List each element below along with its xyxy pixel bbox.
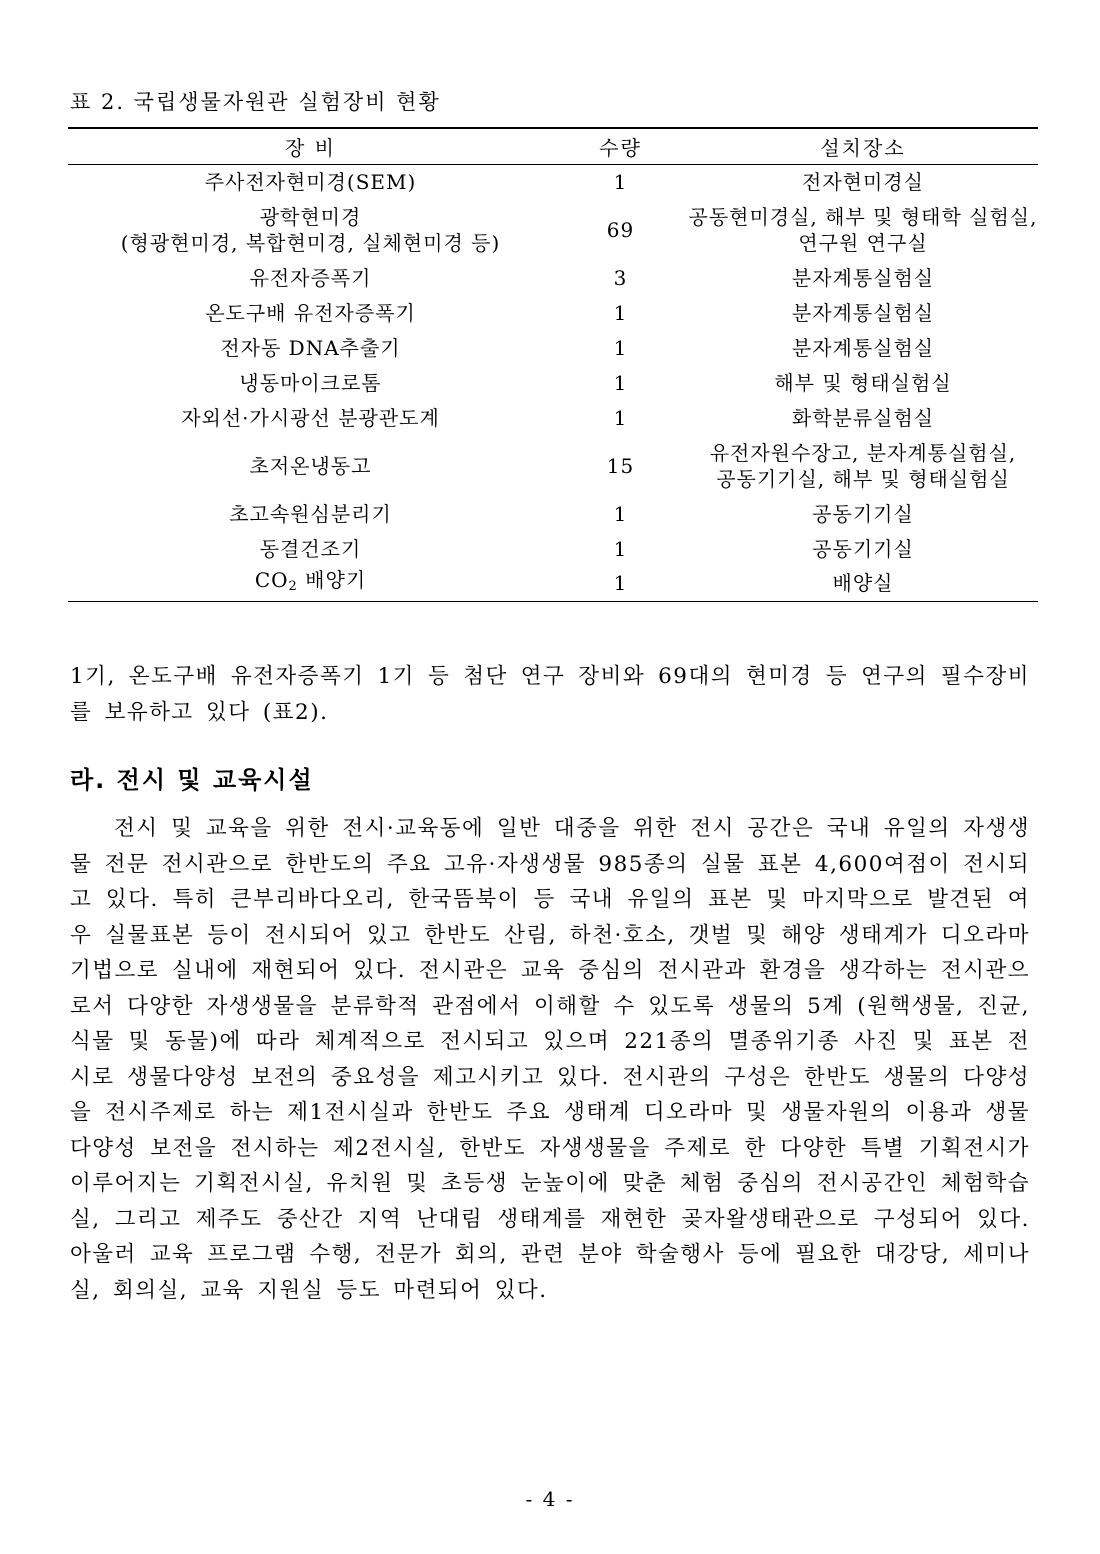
quantity-cell: 1 [613, 370, 628, 395]
location-name: 공동기기실 [812, 501, 914, 526]
equipment-name: 전자동 DNA추출기 [220, 335, 401, 360]
location-name: 공동기기실, 해부 및 형태실험실 [716, 466, 1010, 491]
location-name: 배양실 [832, 571, 894, 596]
table-row [68, 295, 1038, 330]
equipment-name: 초고속원심분리기 [229, 501, 392, 526]
subscript-2: 2 [288, 578, 298, 594]
table-row [68, 496, 1038, 531]
equipment-table [68, 127, 1038, 602]
equipment-name: 주사전자현미경(SEM) [204, 169, 417, 194]
quantity-cell: 1 [613, 335, 628, 360]
quantity-cell: 1 [613, 536, 628, 561]
table-row [68, 531, 1038, 566]
equipment-cell [68, 330, 553, 365]
location-name: 전자현미경실 [802, 169, 924, 194]
location-name: 분자계통실험실 [791, 300, 935, 325]
equipment-cell [68, 435, 553, 496]
location-name: 연구원 연구실 [798, 230, 928, 255]
equipment-cell [68, 531, 553, 566]
table-row [68, 435, 1038, 496]
location-name: 해부 및 형태실험실 [774, 370, 952, 395]
quantity-cell: 69 [606, 217, 635, 242]
quantity-cell: 15 [606, 453, 635, 478]
equipment-cell [68, 365, 553, 400]
equipment-name: 동결건조기 [259, 536, 362, 561]
section-heading: 라. 전시 및 교육시설 [70, 766, 314, 794]
equipment-cell [68, 164, 553, 199]
location-cell [688, 496, 1038, 531]
table-row [68, 566, 1038, 601]
location-name: 분자계통실험실 [791, 265, 935, 290]
body-paragraph-2: 전시 및 교육을 위한 전시·교육동에 일반 대중을 위한 전시 공간은 국내 유일의 자생생물 전문 전시관으로 한반도의 주요 고유·자생생물 985종의 실물 표본 4,600여점이 전시되고 있다. 특히 큰부리바다오리, 한국뜸북이 등 국내 유일의 표본 및 마지막으로 발견된 여우 실물표본 등이 전시되어 있고 한반도 산림, 하천·호소, 갯벌 및 해양 생태계가 디오라마 기법으로 실내에 재현되어 있다. 전시관은 교육 중심의 전시관과 환경을 생각하는 전시관으로서 다양한 자생생물을 분류학적 관점에서 이해할 수 있도록 생물의 5계 (원핵생물, 진균, 식물 및 동물)에 따라 체계적으로 전시되고 있으며 221종의 멸종위기종 사진 및 표본 전시로 생물다양성 보전의 중요성을 제고시키고 있다. 전시관의 구성은 한반도 생물의 다양성을 전시주제로 하는 제1전시실과 한반도 주요 생태계 디오라마 및 생물자원의 이용과 생물다양성 보전을 전시하는 제2전시실, 한반도 자생생물을 주제로 한 다양한 특별 기획전시가 이루어지는 기획전시실, 유치원 및 초등생 눈높이에 맞춘 체험 중심의 전시공간인 체험학습실, 그리고 제주도 중산간 지역 난대림 생태계를 재현한 곶자왈생태관으로 구성되어 있다. 아울러 교육 프로그램 수행, 전문가 회의, 관련 분야 학술행사 등에 필요한 대강당, 세미나실, 회의실, 교육 지원실 등도 마련되어 있다. [70, 816, 1030, 1303]
equipment-cell [68, 199, 553, 260]
quantity-cell: 1 [613, 169, 628, 194]
equipment-name: 초저온냉동고 [249, 453, 372, 478]
quantity-cell: 1 [613, 300, 628, 325]
location-cell [688, 566, 1038, 601]
location-cell [688, 365, 1038, 400]
table-row [68, 260, 1038, 295]
location-name: 공동기기실 [812, 536, 914, 561]
location-name: 공동현미경실, 해부 및 형태학 실험실, [688, 204, 1038, 229]
table-row [68, 330, 1038, 365]
header-location: 설치장소 [688, 128, 1038, 164]
equipment-cell [68, 566, 553, 601]
location-cell [688, 199, 1038, 260]
body-paragraph-1: 1기, 온도구배 유전자증폭기 1기 등 첨단 연구 장비와 69대의 현미경 등 연구의 필수장비를 보유하고 있다 (표2). [70, 664, 1030, 725]
table-row [68, 400, 1038, 435]
location-cell [688, 295, 1038, 330]
location-cell [688, 260, 1038, 295]
equipment-name: 온도구배 유전자증폭기 [205, 300, 416, 325]
location-cell [688, 531, 1038, 566]
equipment-name-co2: $CO_2$ 배양기 [254, 567, 367, 594]
equipment-name: 냉동마이크로톰 [239, 370, 382, 395]
quantity-cell: 1 [613, 501, 628, 526]
table-header-row [68, 128, 1038, 164]
location-cell [688, 400, 1038, 435]
page-number: - 4 - [525, 1487, 575, 1511]
quantity-cell: 1 [613, 405, 628, 430]
equipment-cell [68, 400, 553, 435]
equipment-cell [68, 295, 553, 330]
table-row [68, 199, 1038, 260]
equipment-name: 자외선·가시광선 분광관도계 [181, 405, 440, 430]
quantity-cell: 3 [613, 265, 628, 290]
equipment-name: 유전자증폭기 [249, 265, 372, 290]
table-caption: 표 2. 국립생물자원관 실험장비 현황 [70, 90, 441, 114]
header-equipment: 장 비 [68, 128, 553, 164]
location-cell [688, 435, 1038, 496]
equipment-cell [68, 260, 553, 295]
header-quantity: 수량 [553, 128, 688, 164]
equipment-cell [68, 496, 553, 531]
table-row [68, 164, 1038, 199]
equipment-note: (형광현미경, 복합현미경, 실체현미경 등) [120, 230, 501, 255]
location-cell [688, 164, 1038, 199]
location-name: 화학분류실험실 [791, 405, 935, 430]
quantity-cell: 1 [553, 566, 688, 601]
location-cell [688, 330, 1038, 365]
equipment-name: 광학현미경 [259, 204, 362, 229]
table-row [68, 365, 1038, 400]
location-name: 분자계통실험실 [791, 335, 935, 360]
location-name: 유전자원수장고, 분자계통실험실, [709, 440, 1017, 465]
